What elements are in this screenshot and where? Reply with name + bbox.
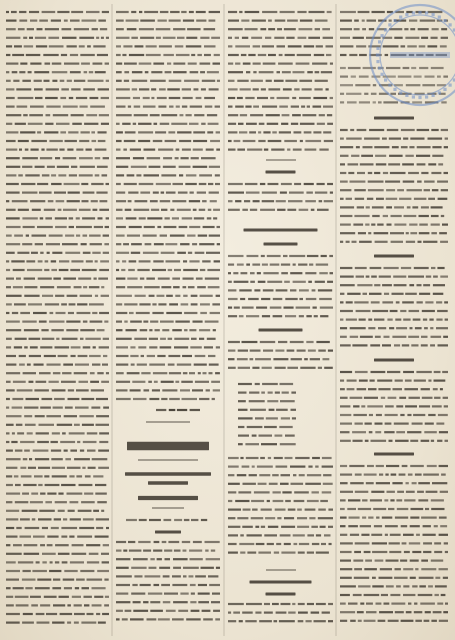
text-line	[238, 417, 296, 419]
text-line	[116, 321, 219, 323]
text-line	[340, 198, 447, 200]
text-line	[116, 243, 220, 245]
numero-heading	[259, 329, 303, 332]
text-line	[116, 610, 220, 612]
text-line	[6, 596, 109, 598]
text-line	[6, 501, 107, 503]
text-line	[116, 252, 220, 254]
text-line	[228, 140, 333, 142]
text-line	[228, 350, 333, 352]
text-line	[116, 149, 220, 151]
text-line	[228, 131, 331, 133]
text-line	[116, 157, 216, 159]
text-line	[116, 303, 220, 305]
text-line	[340, 585, 447, 587]
oficinas-superiores-heading	[125, 472, 211, 475]
text-line	[340, 215, 444, 217]
text-line	[340, 603, 448, 605]
text-line	[6, 467, 109, 469]
text-line	[340, 611, 448, 613]
text-line	[116, 389, 220, 391]
text-line	[6, 424, 109, 426]
text-line	[228, 358, 329, 360]
text-line	[6, 88, 109, 90]
text-line	[340, 534, 448, 536]
text-line	[6, 278, 108, 280]
text-line	[340, 336, 448, 338]
text-line	[6, 166, 108, 168]
text-line	[238, 435, 295, 437]
text-line	[6, 622, 106, 624]
text-line	[228, 543, 332, 545]
text-line	[340, 163, 443, 165]
numero-heading	[374, 117, 414, 120]
text-line	[116, 567, 220, 569]
text-line	[6, 364, 108, 366]
text-line	[228, 28, 330, 30]
text-line	[6, 372, 109, 374]
text-line	[340, 517, 447, 519]
text-line	[116, 278, 219, 280]
numero-heading	[266, 593, 296, 596]
text-line	[6, 243, 109, 245]
text-line	[6, 114, 109, 116]
text-line	[228, 341, 330, 343]
text-line	[340, 129, 448, 131]
text-line	[340, 189, 448, 191]
text-line	[228, 367, 333, 369]
text-line	[116, 11, 220, 13]
text-line	[6, 192, 108, 194]
text-line	[228, 192, 333, 194]
text-line	[340, 431, 448, 433]
text-line	[6, 312, 109, 314]
text-line	[6, 510, 104, 512]
text-line	[340, 232, 447, 234]
text-line	[6, 321, 108, 323]
text-line	[6, 536, 109, 538]
text-line	[340, 67, 444, 69]
text-line	[116, 226, 220, 228]
text-line	[228, 272, 333, 274]
text-line	[238, 400, 295, 402]
text-line	[6, 579, 109, 581]
text-line	[116, 286, 220, 288]
text-line	[116, 601, 220, 603]
text-line	[116, 269, 220, 271]
text-line	[228, 457, 332, 459]
text-line	[116, 550, 215, 552]
numero-heading	[374, 359, 414, 362]
text-line	[340, 371, 448, 373]
text-line	[340, 491, 448, 493]
text-line	[340, 551, 448, 553]
text-line	[116, 584, 220, 586]
text-line	[116, 575, 218, 577]
text-line	[116, 20, 215, 22]
text-line	[340, 267, 445, 269]
text-line	[228, 97, 333, 99]
text-line	[340, 45, 447, 47]
text-line	[228, 200, 333, 202]
text-line	[6, 149, 106, 151]
text-line	[228, 255, 333, 257]
text-line	[340, 542, 448, 544]
text-line	[340, 594, 445, 596]
text-line	[116, 28, 215, 30]
text-line	[6, 398, 108, 400]
text-line	[116, 346, 220, 348]
text-line	[228, 491, 331, 493]
text-line	[6, 407, 109, 409]
text-line	[340, 577, 448, 579]
text-line	[228, 466, 333, 468]
text-line	[228, 71, 332, 73]
text-line	[340, 405, 448, 407]
text-line	[228, 106, 333, 108]
text-line	[6, 458, 107, 460]
text-line	[6, 97, 109, 99]
text-line	[6, 587, 106, 589]
text-line	[340, 76, 448, 78]
text-line	[6, 518, 109, 520]
text-line	[6, 484, 106, 486]
text-line	[340, 560, 443, 562]
text-line	[228, 281, 333, 283]
text-line	[6, 45, 106, 47]
text-line	[6, 604, 109, 606]
text-line	[6, 286, 104, 288]
text-line	[116, 541, 220, 543]
seccion-heading	[244, 229, 318, 232]
text-line	[340, 440, 448, 442]
text-line	[116, 131, 220, 133]
text-line	[116, 209, 220, 211]
text-line	[116, 312, 220, 314]
text-line	[6, 303, 104, 305]
text-line	[340, 293, 443, 295]
text-line	[6, 295, 109, 297]
text-line	[340, 465, 448, 467]
text-line	[228, 123, 333, 125]
text-line	[228, 88, 329, 90]
text-line	[6, 252, 109, 254]
text-line	[340, 301, 448, 303]
text-line	[228, 552, 329, 554]
text-line	[6, 544, 109, 546]
text-line	[116, 114, 217, 116]
text-line	[6, 527, 109, 529]
text-line	[6, 183, 109, 185]
text-line	[340, 319, 448, 321]
seccion-heading	[266, 171, 296, 174]
text-line	[6, 415, 109, 417]
text-line	[228, 603, 333, 605]
text-line	[6, 432, 109, 434]
text-line	[340, 474, 446, 476]
text-line	[6, 200, 107, 202]
text-line	[6, 475, 103, 477]
text-line	[116, 355, 215, 357]
text-line	[340, 206, 443, 208]
text-line	[228, 620, 333, 622]
text-line	[6, 613, 109, 615]
text-line	[228, 307, 333, 309]
text-line	[228, 45, 333, 47]
text-line	[116, 200, 217, 202]
text-line	[116, 618, 220, 620]
text-line	[116, 364, 219, 366]
numero-heading	[374, 453, 414, 456]
text-line	[116, 329, 216, 331]
text-line	[238, 426, 293, 428]
text-line	[340, 327, 448, 329]
text-line	[340, 414, 448, 416]
text-line	[228, 315, 328, 317]
text-line	[340, 499, 444, 501]
provincia-heading	[148, 481, 188, 484]
text-line	[6, 54, 108, 56]
text-line	[6, 174, 107, 176]
text-line	[6, 493, 107, 495]
text-line	[6, 441, 108, 443]
text-line	[116, 235, 220, 237]
text-line	[340, 344, 448, 346]
text-line	[228, 526, 333, 528]
text-line	[6, 131, 107, 133]
text-line	[6, 338, 109, 340]
text-line	[6, 260, 109, 262]
text-line	[340, 310, 448, 312]
text-line	[228, 612, 330, 614]
text-line	[340, 241, 448, 243]
text-line	[228, 63, 333, 65]
text-line	[6, 561, 109, 563]
text-line	[6, 355, 107, 357]
text-line	[116, 260, 220, 262]
text-line	[116, 372, 220, 374]
text-line	[238, 443, 296, 445]
text-line	[6, 217, 109, 219]
text-line	[340, 284, 445, 286]
text-line	[6, 235, 109, 237]
text-line	[340, 482, 447, 484]
text-line	[116, 54, 220, 56]
text-line	[340, 276, 448, 278]
text-line	[116, 183, 220, 185]
text-line	[228, 509, 333, 511]
text-line	[6, 570, 109, 572]
text-line	[6, 28, 107, 30]
text-line	[6, 123, 109, 125]
text-line	[116, 381, 220, 383]
text-line	[116, 398, 215, 400]
text-line	[116, 166, 220, 168]
text-line	[6, 157, 109, 159]
text-line	[116, 295, 220, 297]
text-line	[116, 123, 219, 125]
text-line	[228, 483, 333, 485]
text-line	[228, 534, 331, 536]
text-line	[156, 409, 200, 411]
text-line	[6, 381, 109, 383]
text-line	[116, 106, 220, 108]
text-line	[228, 20, 328, 22]
text-line	[116, 558, 220, 560]
text-line	[340, 224, 448, 226]
text-line	[238, 392, 296, 394]
text-line	[340, 397, 448, 399]
text-line	[6, 106, 105, 108]
text-line	[116, 63, 220, 65]
text-line	[6, 346, 109, 348]
text-line	[340, 155, 443, 157]
seccion-heading	[250, 581, 312, 584]
text-line	[116, 174, 220, 176]
text-line	[340, 620, 448, 622]
text-line	[228, 264, 328, 266]
numero-heading	[374, 255, 414, 258]
text-line	[340, 172, 448, 174]
text-line	[340, 508, 445, 510]
text-line	[228, 289, 332, 291]
text-line	[340, 388, 443, 390]
text-line	[116, 140, 220, 142]
text-line	[228, 37, 333, 39]
text-line	[228, 149, 329, 151]
text-line	[6, 553, 109, 555]
text-line	[116, 338, 216, 340]
text-line	[340, 380, 445, 382]
text-line	[228, 54, 331, 56]
text-line	[116, 45, 216, 47]
text-line	[116, 80, 220, 82]
text-line	[228, 298, 332, 300]
text-line	[228, 500, 328, 502]
numero-heading	[155, 531, 181, 534]
segunda-seccion-heading	[127, 442, 209, 451]
text-line	[6, 269, 109, 271]
text-line	[6, 37, 109, 39]
text-line	[228, 517, 333, 519]
text-line	[228, 80, 328, 82]
text-line	[126, 519, 207, 521]
numero-heading	[264, 243, 298, 246]
text-line	[228, 11, 332, 13]
text-line	[116, 37, 220, 39]
text-line	[6, 20, 106, 22]
text-line	[6, 71, 106, 73]
text-line	[6, 80, 109, 82]
text-line	[116, 88, 219, 90]
text-line	[6, 329, 105, 331]
text-line	[238, 383, 293, 385]
text-line	[116, 217, 217, 219]
text-line	[228, 183, 333, 185]
text-line	[116, 71, 219, 73]
text-line	[228, 474, 332, 476]
text-line	[340, 423, 444, 425]
text-line	[6, 450, 109, 452]
text-line	[6, 389, 104, 391]
text-line	[340, 138, 448, 140]
text-line	[340, 28, 447, 30]
text-line	[340, 568, 448, 570]
text-line	[340, 37, 448, 39]
text-line	[6, 140, 105, 142]
text-line	[6, 63, 109, 65]
text-line	[238, 409, 296, 411]
text-line	[340, 181, 448, 183]
text-line	[6, 209, 109, 211]
text-line	[116, 97, 215, 99]
text-line	[228, 209, 329, 211]
text-line	[6, 226, 109, 228]
text-line	[340, 525, 447, 527]
text-line	[6, 11, 109, 13]
text-line	[340, 146, 448, 148]
text-line	[228, 114, 332, 116]
text-line	[116, 593, 220, 595]
gobierno-civil-heading	[138, 496, 198, 500]
text-line	[116, 192, 219, 194]
